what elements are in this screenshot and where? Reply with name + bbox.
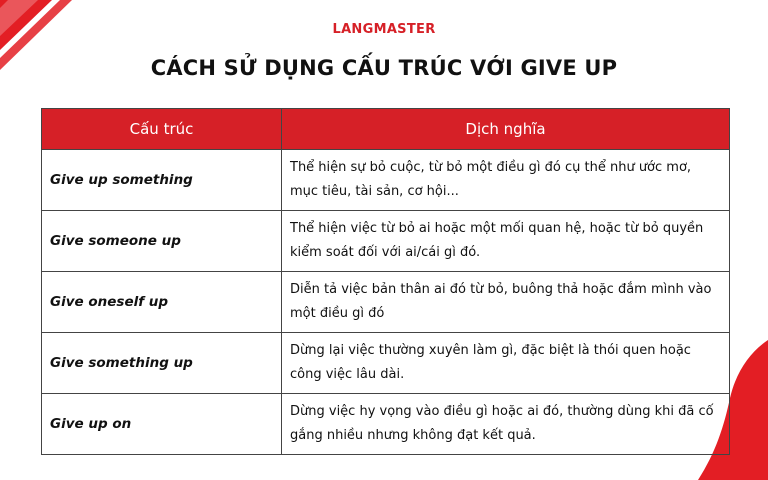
structure-cell: Give someone up	[42, 211, 282, 272]
table-header-row	[42, 109, 730, 150]
structure-cell: Give up something	[42, 150, 282, 211]
give-up-structures-table	[41, 108, 730, 455]
table-row	[42, 333, 730, 394]
column-header-structure: Cấu trúc	[42, 109, 282, 150]
structure-cell: Give something up	[42, 333, 282, 394]
meaning-cell: Dừng việc hy vọng vào điều gì hoặc ai đó, thường dùng khi đã cố gắng nhiều nhưng không đạt kết quả.	[282, 394, 730, 455]
meaning-cell: Thể hiện sự bỏ cuộc, từ bỏ một điều gì đó cụ thể như ước mơ, mục tiêu, tài sản, cơ hội...	[282, 150, 730, 211]
meaning-cell: Diễn tả việc bản thân ai đó từ bỏ, buông thả hoặc đắm mình vào một điều gì đó	[282, 272, 730, 333]
structure-cell: Give oneself up	[42, 272, 282, 333]
table-row	[42, 211, 730, 272]
structure-cell: Give up on	[42, 394, 282, 455]
page-title: CÁCH SỬ DỤNG CẤU TRÚC VỚI GIVE UP	[150, 56, 618, 80]
table-row	[42, 394, 730, 455]
brand-logo: LANGMASTER	[332, 22, 436, 37]
column-header-meaning: Dịch nghĩa	[282, 109, 730, 150]
meaning-cell: Dừng lại việc thường xuyên làm gì, đặc biệt là thói quen hoặc công việc lâu dài.	[282, 333, 730, 394]
table-row	[42, 272, 730, 333]
table-row	[42, 150, 730, 211]
meaning-cell: Thể hiện việc từ bỏ ai hoặc một mối quan hệ, hoặc từ bỏ quyền kiểm soát đối với ai/cái gì đó.	[282, 211, 730, 272]
